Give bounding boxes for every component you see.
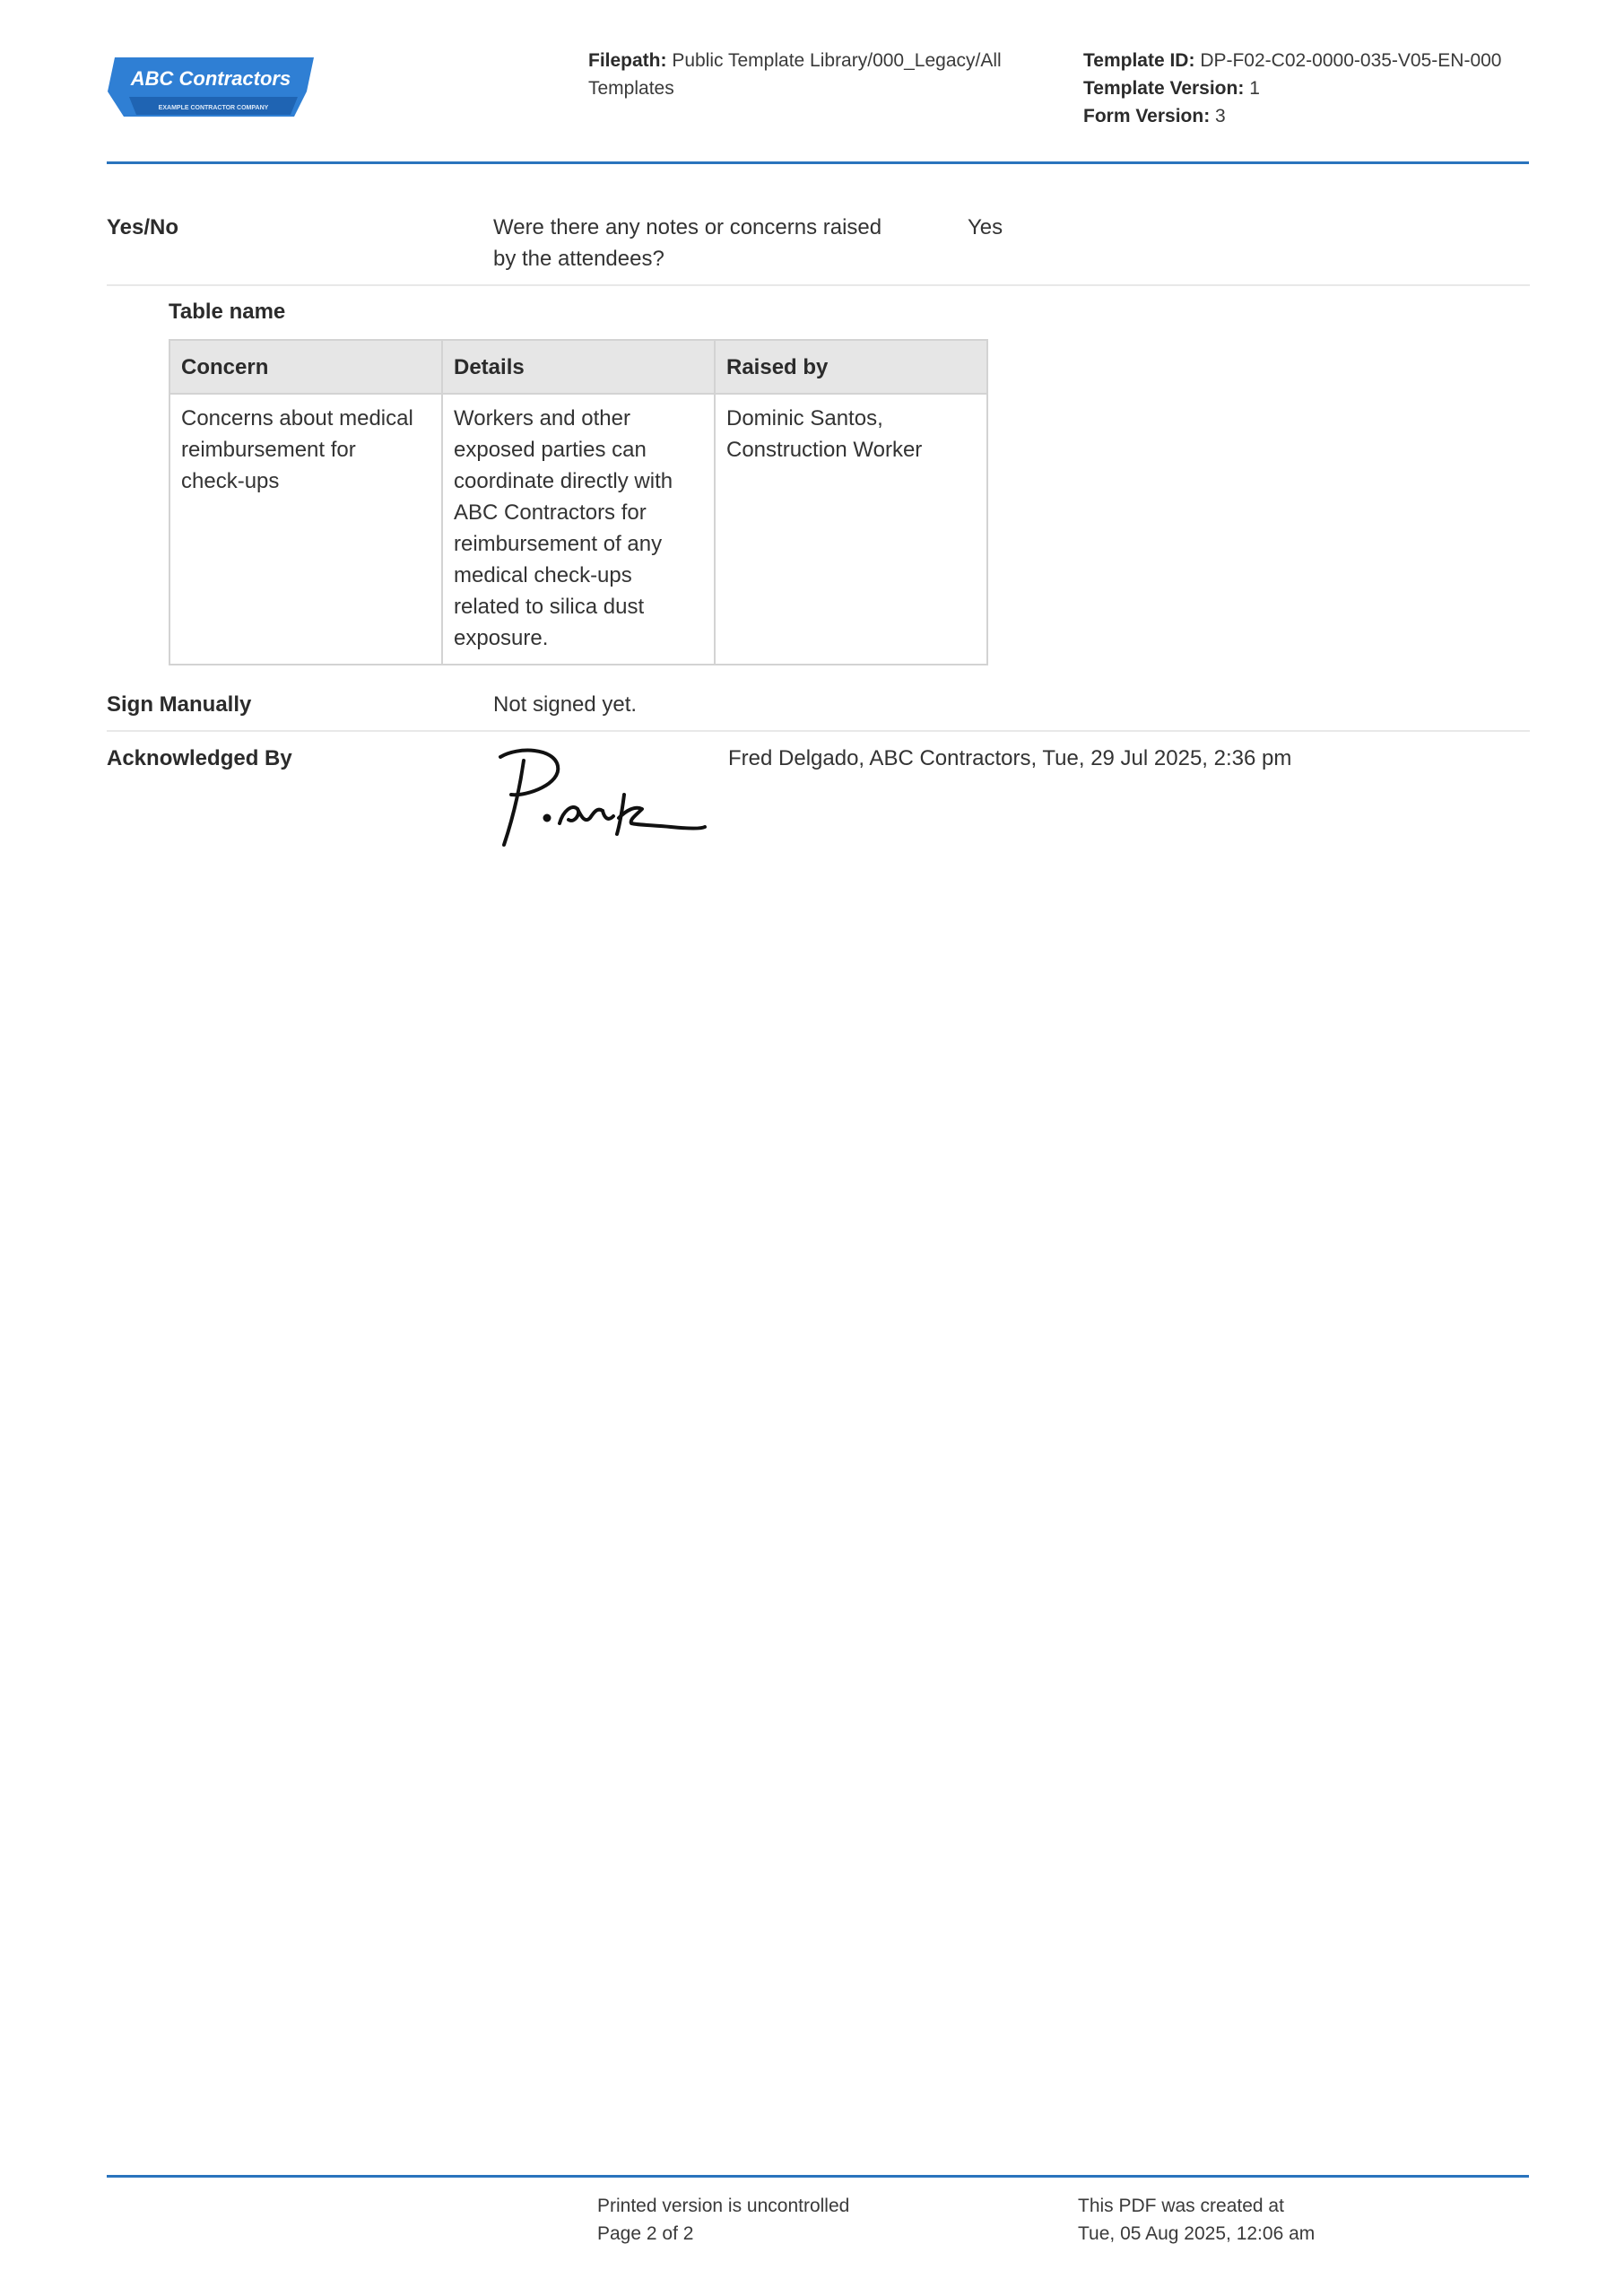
sign-manually-value: Not signed yet. [493,692,638,717]
cell-line: reimbursement of any [454,532,663,556]
filepath-value-continued: Templates [588,78,674,99]
sign-manually-label: Sign Manually [107,692,252,717]
template-version-value: 1 [1249,78,1260,99]
table-header-raised-by: Raised by [715,340,987,394]
cell-line: exposed parties can [454,438,647,462]
cell-line: Dominic Santos, [726,406,883,430]
cell-line: coordinate directly with [454,469,673,493]
footer-print-note [597,2192,849,2248]
filepath-value: Public Template Library/000_Legacy/All [672,50,1002,71]
table-cell-concern [169,394,442,665]
cell-line: reimbursement for [181,438,356,462]
created-label: This PDF was created at [1078,2196,1284,2216]
template-info-block [1083,47,1532,130]
template-version-label: Template Version: [1083,78,1245,99]
logo-name: ABC Contractors [130,67,291,90]
footer-divider [107,2175,1529,2178]
filepath-block [588,47,1055,102]
concerns-table [169,339,988,665]
template-id-value: DP-F02-C02-0000-035-V05-EN-000 [1200,50,1502,71]
signature-drawing [491,741,725,848]
logo-badge [106,56,316,120]
table-header-details: Details [442,340,715,394]
cell-line: related to silica dust [454,595,645,619]
form-version-value: 3 [1215,106,1226,126]
table-header-concern: Concern [169,340,442,394]
template-id-label: Template ID: [1083,50,1195,71]
row-separator [107,730,1530,732]
cell-line: Construction Worker [726,438,923,462]
acknowledged-by-value: Fred Delgado, ABC Contractors, Tue, 29 Jul 2025, 2:36 pm [728,746,1292,770]
cell-line: medical check-ups [454,563,632,587]
signature-image [491,741,725,848]
table-title: Table name [169,300,286,324]
table-row [169,394,987,665]
page-number: Page 2 of 2 [597,2223,694,2244]
created-timestamp: Tue, 05 Aug 2025, 12:06 am [1078,2223,1316,2244]
uncontrolled-note: Printed version is uncontrolled [597,2196,850,2216]
form-version-label: Form Version: [1083,106,1211,126]
table-cell-details [442,394,715,665]
cell-line: Workers and other [454,406,630,430]
yesno-answer: Yes [968,215,1003,239]
acknowledged-by-label: Acknowledged By [107,746,292,770]
yesno-question-line1: Were there any notes or concerns raised [493,215,882,239]
table-cell-raised-by [715,394,987,665]
table-header-row [169,340,987,394]
footer-created-note [1078,2192,1315,2248]
cell-line: Concerns about medical [181,406,413,430]
yesno-label: Yes/No [107,215,179,239]
cell-line: check-ups [181,469,280,493]
company-logo [106,56,316,120]
logo-tagline: EXAMPLE CONTRACTOR COMPANY [158,105,269,111]
yesno-question-line2: by the attendees? [493,247,664,271]
filepath-label: Filepath: [588,50,667,71]
row-separator [107,284,1530,286]
yesno-question [493,212,924,274]
cell-line: exposure. [454,626,549,650]
cell-line: ABC Contractors for [454,500,647,525]
header-divider [107,161,1529,164]
